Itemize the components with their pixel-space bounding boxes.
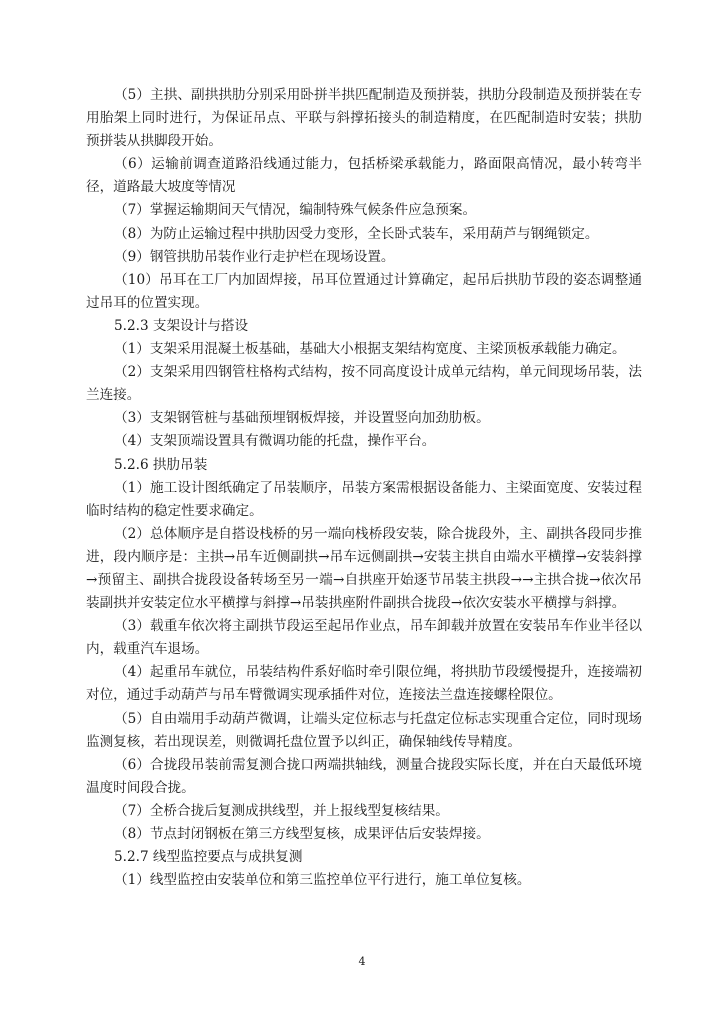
section-heading-5-2-7: 5.2.7 线型监控要点与成拱复测	[114, 849, 303, 866]
paragraph-hoisting-7: （7）全桥合拢后复测成拱线型，并上报线型复核结果。	[114, 802, 449, 819]
paragraph-9-guardrail: （9）钢管拱肋吊装作业行走护栏在现场设置。	[114, 248, 395, 265]
paragraph-monitoring-1: （1）线型监控由安装单位和第三监控单位平行进行，施工单位复核。	[114, 872, 531, 889]
page-body	[86, 84, 642, 892]
paragraph-support-3: （3）支架钢管桩与基础预埋钢板焊接，并设置竖向加劲肋板。	[114, 410, 490, 427]
paragraph-hoisting-2: （2）总体顺序是自搭设栈桥的另一端向栈桥段安装，除合拢段外，主、副拱各段同步推进，段内顺序是：主拱→吊车近侧副拱→吊车远侧副拱→安装主拱自由端水平横撑→安装斜撑→预留主、副拱合拢段设备转场至另一端→自拱座开始逐节吊装主拱段→→主拱合拢→依次吊装副拱并安装定位水平横撑与斜撑→吊装拱座附件副拱合拢段→依次安装水平横撑与斜撑。	[86, 525, 642, 612]
paragraph-hoisting-3: （3）载重车依次将主副拱节段运至起吊作业点，吊车卸载并放置在安装吊车作业半径以内，载重汽车退场。	[86, 618, 642, 658]
paragraph-support-2: （2）支架采用四钢管柱格构式结构，按不同高度设计成单元结构，单元间现场吊装，法兰连接。	[86, 364, 642, 404]
paragraph-10-lifting-lug: （10）吊耳在工厂内加固焊接，吊耳位置通过计算确定，起吊后拱肋节段的姿态调整通过吊耳的位置实现。	[86, 271, 642, 311]
paragraph-5-arch-rib-fabrication: （5）主拱、副拱拱肋分别采用卧拼半拱匹配制造及预拼装，拱肋分段制造及预拼装在专用胎架上同时进行，为保证吊点、平联与斜撑拓接头的制造精度，在匹配制造时安装；拱肋预拼装从拱脚段开始。	[86, 87, 642, 150]
section-heading-5-2-6: 5.2.6 拱肋吊装	[114, 456, 208, 473]
section-heading-5-2-3: 5.2.3 支架设计与搭设	[114, 317, 249, 334]
paragraph-support-4: （4）支架顶端设置具有微调功能的托盘，操作平台。	[114, 433, 436, 450]
paragraph-hoisting-1: （1）施工设计图纸确定了吊装顺序，吊装方案需根据设备能力、主梁面宽度、安装过程临时结构的稳定性要求确定。	[86, 479, 642, 519]
paragraph-support-1: （1）支架采用混凝土板基础，基础大小根据支架结构宽度、主梁顶板承载能力确定。	[114, 341, 626, 358]
paragraph-6-transport-survey: （6）运输前调查道路沿线通过能力，包括桥梁承载能力，路面限高情况，最小转弯半径，道路最大坡度等情况	[86, 156, 642, 196]
page-number: 4	[358, 955, 366, 968]
paragraph-8-loading: （8）为防止运输过程中拱肋因受力变形，全长卧式装车，采用葫芦与钢绳锁定。	[114, 225, 599, 242]
paragraph-7-weather: （7）掌握运输期间天气情况，编制特殊气候条件应急预案。	[114, 202, 477, 219]
paragraph-hoisting-5: （5）自由端用手动葫芦微调，让端头定位标志与托盘定位标志实现重合定位，同时现场监测复核，若出现误差，则微调托盘位置予以纠正，确保轴线传导精度。	[86, 710, 642, 750]
paragraph-hoisting-4: （4）起重吊车就位，吊装结构件系好临时牵引限位绳，将拱肋节段缓慢提升，连接端初对位，通过手动葫芦与吊车臂微调实现承插件对位，连接法兰盘连接螺栓限位。	[86, 664, 642, 704]
paragraph-hoisting-6: （6）合拢段吊装前需复测合拢口两端拱轴线，测量合拢段实际长度，并在白天最低环境温度时间段合拢。	[86, 756, 642, 796]
paragraph-hoisting-8: （8）节点封闭钢板在第三方线型复核，成果评估后安装焊接。	[114, 826, 490, 842]
